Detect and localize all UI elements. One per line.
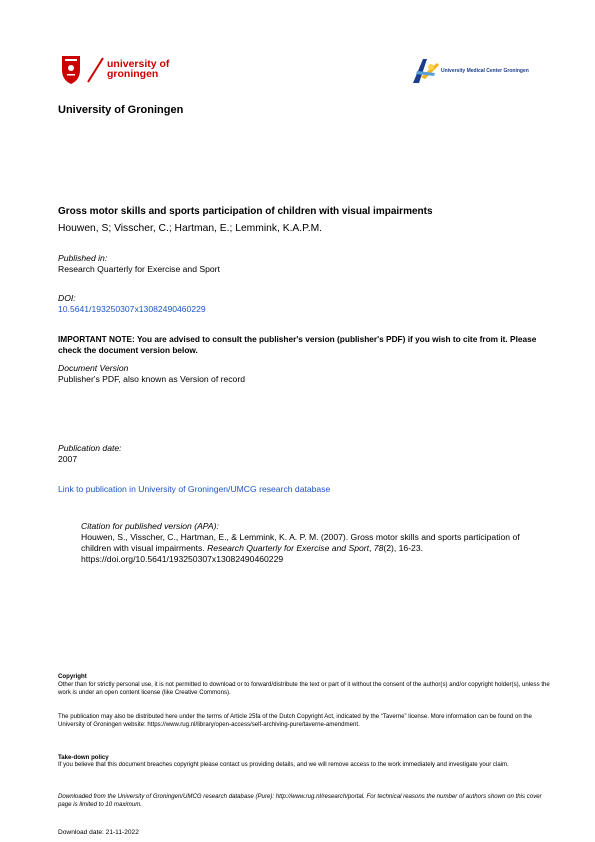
rug-logo-line1: university of xyxy=(107,58,170,70)
rug-logo-line2: groningen xyxy=(107,68,159,80)
citation-pages: (2), 16-23. xyxy=(383,543,424,553)
paper-authors: Houwen, S; Visscher, C.; Hartman, E.; Lemmink, K.A.P.M. xyxy=(58,223,323,234)
citation-volume: 78 xyxy=(373,543,384,553)
document-version-value: Publisher's PDF, also known as Version of record xyxy=(58,374,245,384)
umcg-logo-text: University Medical Center Groningen xyxy=(441,68,529,74)
citation-authors-title: Houwen, S., Visscher, C., Hartman, E., & Lemmink, K. A. P. M. (2007). Gross motor skills and sports participation of children with visual impairments. xyxy=(81,532,520,553)
citation-separator: , xyxy=(369,543,374,553)
research-database-link[interactable]: Link to publication in University of Groningen/UMCG research database xyxy=(58,484,331,494)
important-note: IMPORTANT NOTE: You are advised to consult the publisher's version (publisher's PDF) if you wish to cite from it. Please check the document version below. xyxy=(58,334,537,355)
document-version-label: Document Version xyxy=(58,363,129,373)
citation-label: Citation for published version (APA): xyxy=(81,521,219,531)
doi-link[interactable]: 10.5641/193250307x13082490460229 xyxy=(58,304,206,314)
citation-doi-url[interactable]: https://doi.org/10.5641/193250307x13082490460229 xyxy=(81,554,284,564)
copyright-heading: Copyright xyxy=(58,673,87,680)
downloaded-from-text: Downloaded from the University of Groningen/UMCG research database (Pure): http://www.rug.nl/research/portal. For technical reasons the number of authors shown on this cover page is limited to 10 maximum. xyxy=(58,793,542,809)
umcg-emblem-icon xyxy=(409,55,443,87)
citation-journal: Research Quarterly for Exercise and Sport xyxy=(207,543,370,553)
takedown-heading: Take-down policy xyxy=(58,754,109,761)
institution-name: University of Groningen xyxy=(58,104,184,116)
citation-text xyxy=(81,532,551,565)
publication-date-label: Publication date: xyxy=(58,443,122,453)
copyright-text: Other than for strictly personal use, it is not permitted to download or to forward/distribute the text or part of it without the consent of the author(s) and/or copyright holder(s), unless the work is under an open content license (like Creative Commons). xyxy=(58,681,550,697)
doi-label: DOI: xyxy=(58,293,76,303)
rug-crest-icon xyxy=(58,52,108,88)
published-in-label: Published in: xyxy=(58,253,108,263)
download-date: Download date: 21-11-2022 xyxy=(58,829,139,836)
citation-block xyxy=(81,521,551,565)
taverne-text: The publication may also be distributed here under the terms of Article 25fa of the Dutch Copyright Act, indicated by the “Taverne” license. More information can be found on the University of Groningen website: https://www.rug.nl/library/open-access/self-archiving-pure/taverne-amendment. xyxy=(58,713,532,729)
rug-logo-text xyxy=(107,59,169,79)
takedown-text: If you believe that this document breaches copyright please contact us providing details, and we will remove access to the work immediately and investigate your claim. xyxy=(58,761,509,768)
paper-title: Gross motor skills and sports participation of children with visual impairments xyxy=(58,206,433,217)
published-in-value: Research Quarterly for Exercise and Sport xyxy=(58,264,220,274)
publication-date-value: 2007 xyxy=(58,454,78,464)
